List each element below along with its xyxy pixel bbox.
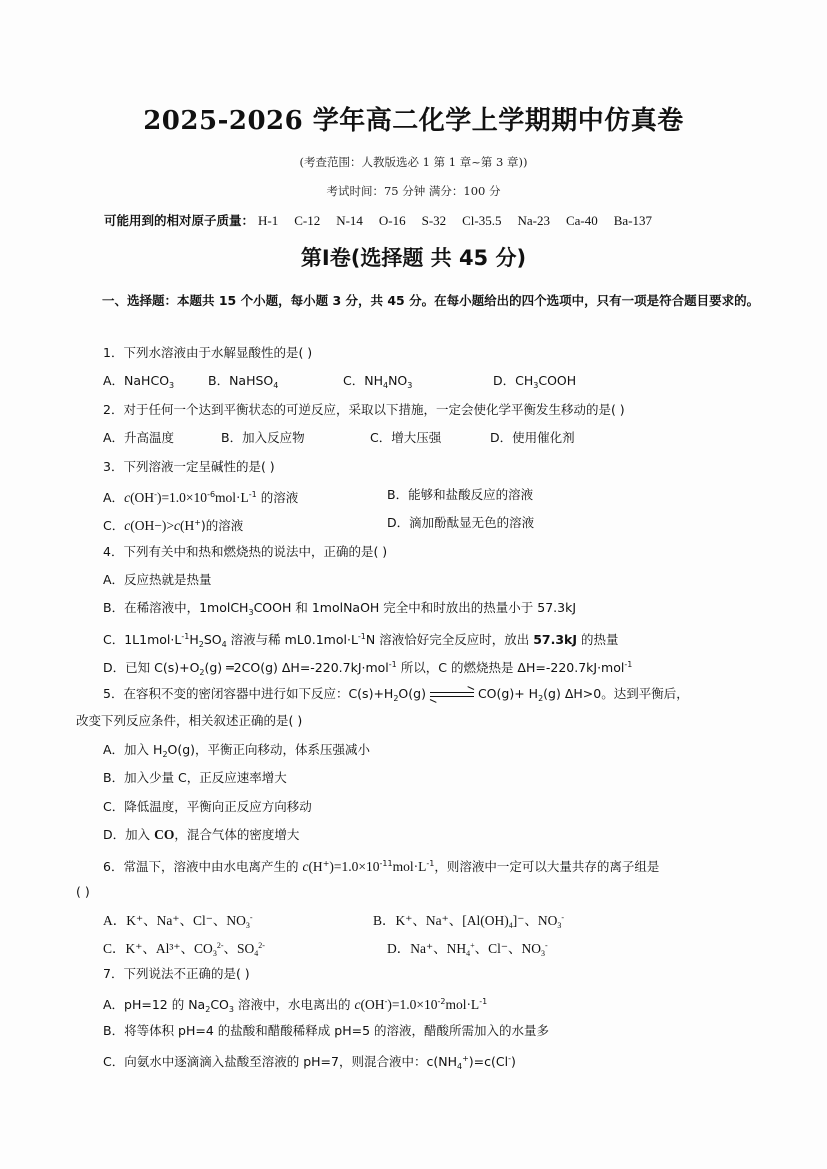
equilibrium-arrow-icon <box>430 690 474 700</box>
question-4-option-c: C．$1L1mol\cdot L^{-1}H_2SO_4$ 溶液与稀 $mL0.1mol\cdot L^{-1}N$ 溶液恰好完全反应时，放出 57.3kJ 的热量 <box>103 632 619 649</box>
section-heading: 第Ⅰ卷(选择题 共 45 分) <box>300 246 527 270</box>
option-b: B．加入反应物 <box>221 430 305 445</box>
question-5-option-b: B．加入少量 C，正反应速率增大 <box>103 770 287 785</box>
atomic-mass-item: Ba-137 <box>613 213 653 228</box>
option-a: A．NaHCO$_3$ <box>103 373 175 390</box>
atomic-mass-item: Na-23 <box>517 213 550 228</box>
exam-title: 2025-2026 学年高二化学上学期期中仿真卷 <box>143 106 684 136</box>
option-a: A．K⁺、Na⁺、Cl⁻、$NO_3^-$ <box>103 913 253 930</box>
option-a: A．$c(OH^-)=1.0\times 10^{-6}mol\cdot L^{-1}$ 的溶液 <box>103 490 299 505</box>
question-7-option-a: A．pH=12 的 $Na_2CO_3$ 溶液中，水电离出的 $c(OH^-)=1.0\times 10^{-2}mol\cdot L^{-1}$ <box>103 997 488 1014</box>
question-6-stem-cont: ( ) <box>76 884 90 899</box>
question-4-stem: 4．下列有关中和热和燃烧热的说法中，正确的是( ) <box>103 544 388 559</box>
atomic-mass-label: 可能用到的相对原子质量： <box>104 213 255 228</box>
exam-info: 考试时间：75 分钟 满分：100 分 <box>326 184 501 198</box>
option-a: A．升高温度 <box>103 430 175 445</box>
option-d: D．滴加酚酞显无色的溶液 <box>387 515 535 530</box>
option-c: C．c(OH−)>c(H+)的溶液 <box>103 518 244 533</box>
question-1-stem: 1．下列水溶液由于水解显酸性的是( ) <box>103 345 313 360</box>
atomic-mass-item: H-1 <box>258 213 279 228</box>
option-d: D．Na⁺、$NH_4^+$、Cl⁻、$NO_3^-$ <box>387 941 548 958</box>
option-d: D．$CH_3COOH$ <box>493 373 577 390</box>
option-d: D．使用催化剂 <box>490 430 575 445</box>
option-c: C．$NH_4NO_3$ <box>343 373 413 390</box>
atomic-mass-item: O-16 <box>378 213 406 228</box>
question-5-option-d: D．加入 CO，混合气体的密度增大 <box>103 827 300 842</box>
question-4-option-d: D．已知 $C(s)+O_2(g)$ ═2CO(g) ΔH=-220.7kJ·mol$^{-1}$ 所以，C 的燃烧热是 ΔH=-220.7kJ·mol$^{-1}$ <box>103 660 633 677</box>
atomic-mass-item: C-12 <box>294 213 321 228</box>
atomic-mass-item: Cl-35.5 <box>462 213 502 228</box>
question-5-stem: 5．在容积不变的密闭容器中进行如下反应：$C(s)+H_2O(g)$ $CO(g)+ H_2(g)$ ΔH>0。达到平衡后， <box>103 686 689 703</box>
option-b: B．K⁺、Na⁺、$[Al(OH)_4]^-$、$NO_3^-$ <box>373 913 565 930</box>
option-b: B．NaHSO$_4$ <box>208 373 279 390</box>
option-c: C．增大压强 <box>370 430 442 445</box>
atomic-mass-item: S-32 <box>421 213 447 228</box>
option-c: C．K⁺、Al³⁺、$CO_3^{2-}$、$SO_4^{2-}$ <box>103 941 265 958</box>
atomic-mass-item: Ca-40 <box>565 213 598 228</box>
question-7-stem: 7．下列说法不正确的是( ) <box>103 966 250 981</box>
question-7-option-c: C．向氨水中逐滴滴入盐酸至溶液的 pH=7，则混合液中：$c(NH_4^+)=c(Cl^-)$ <box>103 1054 516 1071</box>
question-4-option-b: B．在稀溶液中，1molCH$_3$COOH 和 1molNaOH 完全中和时放出的热量小于 57.3kJ <box>103 600 577 617</box>
option-b: B．能够和盐酸反应的溶液 <box>387 487 534 502</box>
question-5-stem-cont: 改变下列反应条件，相关叙述正确的是( ) <box>76 713 303 728</box>
question-2-stem: 2．对于任何一个达到平衡状态的可逆反应，采取以下措施，一定会使化学平衡发生移动的是( ) <box>103 402 625 417</box>
question-5-option-a: A．加入 $H_2O(g)$，平衡正向移动，体系压强减小 <box>103 742 371 759</box>
question-4-option-a: A．反应热就是热量 <box>103 572 212 587</box>
question-7-option-b: B．将等体积 pH=4 的盐酸和醋酸稀释成 pH=5 的溶液，醋酸所需加入的水量多 <box>103 1023 549 1038</box>
question-6-stem: 6．常温下，溶液中由水电离产生的 $c(H^+)=1.0\times 10^{-11}mol\cdot L^{-1}$，则溶液中一定可以大量共存的离子组是 <box>103 859 660 874</box>
exam-scope: (考查范围：人教版选必 1 第 1 章~第 3 章)) <box>299 155 528 169</box>
atomic-mass-item: N-14 <box>336 213 363 228</box>
question-3-stem: 3．下列溶液一定呈碱性的是( ) <box>103 459 275 474</box>
section-instructions: 一、选择题：本题共 15 个小题，每小题 3 分，共 45 分。在每小题给出的四个选项中，只有一项是符合题目要求的。 <box>102 293 760 308</box>
atomic-masses <box>104 211 664 229</box>
question-5-option-c: C．降低温度，平衡向正反应方向移动 <box>103 799 312 814</box>
